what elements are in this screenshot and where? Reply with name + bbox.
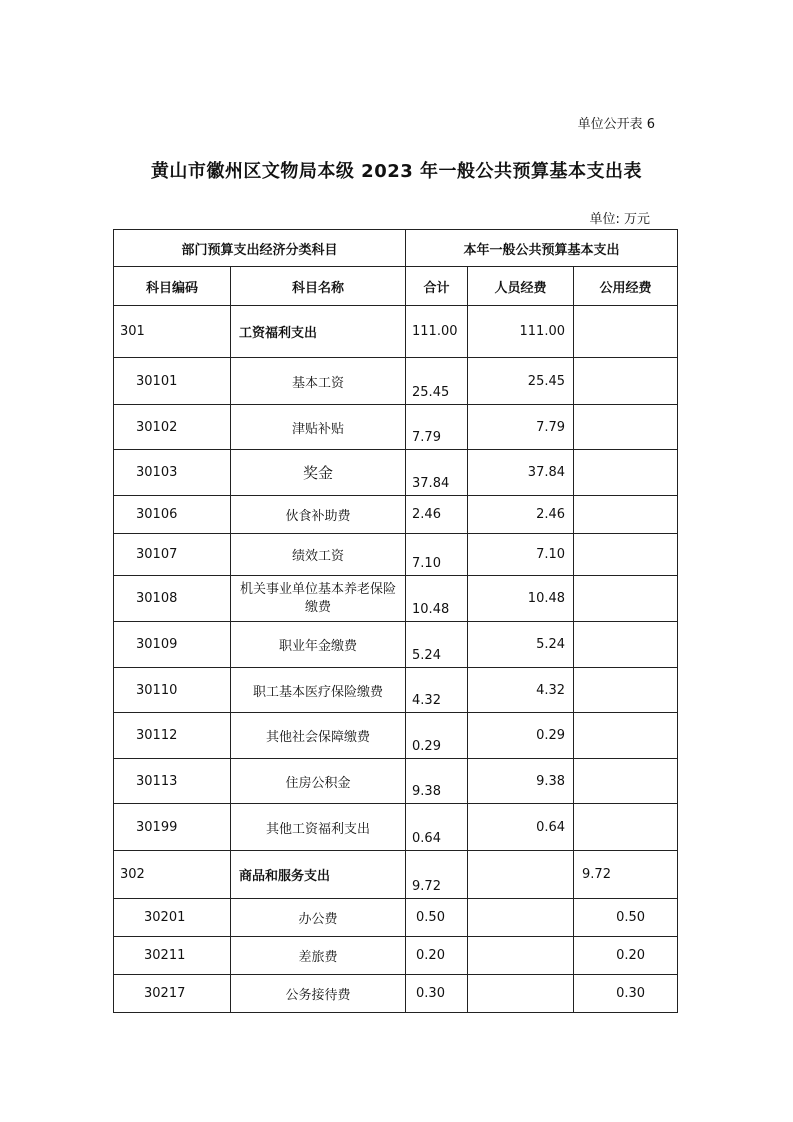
row-personnel: 2.46 [468, 496, 574, 534]
row-total: 7.10 [406, 534, 468, 576]
row-public [574, 496, 678, 534]
row-name: 商品和服务支出 [231, 851, 406, 899]
row-total: 0.30 [406, 975, 468, 1013]
row-name: 办公费 [231, 899, 406, 937]
row-code: 30110 [114, 668, 231, 713]
row-code: 30211 [114, 937, 231, 975]
row-name: 住房公积金 [231, 759, 406, 804]
row-code: 30107 [114, 534, 231, 576]
row-personnel [468, 851, 574, 899]
row-code: 30103 [114, 450, 231, 496]
table-row [114, 534, 678, 576]
row-personnel: 10.48 [468, 576, 574, 622]
row-name: 基本工资 [231, 358, 406, 405]
row-personnel: 5.24 [468, 622, 574, 668]
row-personnel [468, 937, 574, 975]
table-row [114, 496, 678, 534]
row-personnel: 9.38 [468, 759, 574, 804]
row-name: 津贴补贴 [231, 405, 406, 450]
page-title: 黄山市徽州区文物局本级 2023 年一般公共预算基本支出表 [150, 161, 643, 182]
row-personnel: 25.45 [468, 358, 574, 405]
table-row [114, 450, 678, 496]
header-code: 科目编码 [114, 267, 231, 306]
row-personnel: 7.79 [468, 405, 574, 450]
row-total: 10.48 [406, 576, 468, 622]
table-row [114, 576, 678, 622]
header-row-group [114, 230, 678, 267]
row-public [574, 759, 678, 804]
row-personnel: 111.00 [468, 306, 574, 358]
row-code: 30106 [114, 496, 231, 534]
row-public [574, 405, 678, 450]
row-code: 30102 [114, 405, 231, 450]
row-name: 伙食补助费 [231, 496, 406, 534]
row-total: 0.29 [406, 713, 468, 759]
row-total: 2.46 [406, 496, 468, 534]
unit-label: 单位: 万元 [589, 212, 650, 227]
row-total: 4.32 [406, 668, 468, 713]
row-code: 301 [114, 306, 231, 358]
row-total: 0.64 [406, 804, 468, 851]
header-row-columns [114, 267, 678, 306]
row-public [574, 576, 678, 622]
row-public [574, 713, 678, 759]
row-personnel [468, 899, 574, 937]
header-total: 合计 [406, 267, 468, 306]
row-name: 职业年金缴费 [231, 622, 406, 668]
row-public: 9.72 [574, 851, 678, 899]
row-code: 30109 [114, 622, 231, 668]
header-personnel: 人员经费 [468, 267, 574, 306]
header-name: 科目名称 [231, 267, 406, 306]
row-code: 30113 [114, 759, 231, 804]
row-name: 差旅费 [231, 937, 406, 975]
row-total: 0.50 [406, 899, 468, 937]
row-personnel: 7.10 [468, 534, 574, 576]
row-total: 111.00 [406, 306, 468, 358]
row-personnel: 4.32 [468, 668, 574, 713]
table-row [114, 668, 678, 713]
table-row [114, 975, 678, 1013]
row-public [574, 668, 678, 713]
row-name: 工资福利支出 [231, 306, 406, 358]
row-total: 9.38 [406, 759, 468, 804]
row-name: 机关事业单位基本养老保险缴费 [231, 576, 406, 622]
row-personnel: 0.64 [468, 804, 574, 851]
row-public [574, 450, 678, 496]
table-row [114, 358, 678, 405]
row-total: 5.24 [406, 622, 468, 668]
table-row [114, 759, 678, 804]
row-name: 公务接待费 [231, 975, 406, 1013]
header-expenditure-group: 本年一般公共预算基本支出 [406, 230, 678, 267]
row-code: 30201 [114, 899, 231, 937]
row-total: 25.45 [406, 358, 468, 405]
header-category-group: 部门预算支出经济分类科目 [114, 230, 406, 267]
row-code: 30112 [114, 713, 231, 759]
row-total: 9.72 [406, 851, 468, 899]
row-total: 7.79 [406, 405, 468, 450]
row-public [574, 358, 678, 405]
row-public: 0.50 [574, 899, 678, 937]
table-row [114, 405, 678, 450]
row-public [574, 804, 678, 851]
row-total: 0.20 [406, 937, 468, 975]
row-public [574, 622, 678, 668]
row-total: 37.84 [406, 450, 468, 496]
row-code: 30217 [114, 975, 231, 1013]
row-public [574, 306, 678, 358]
table-row [114, 713, 678, 759]
row-name: 其他社会保障缴费 [231, 713, 406, 759]
row-personnel: 37.84 [468, 450, 574, 496]
row-public: 0.30 [574, 975, 678, 1013]
table-row [114, 851, 678, 899]
row-public: 0.20 [574, 937, 678, 975]
table-row [114, 306, 678, 358]
row-personnel [468, 975, 574, 1013]
row-public [574, 534, 678, 576]
row-code: 30199 [114, 804, 231, 851]
row-name: 其他工资福利支出 [231, 804, 406, 851]
budget-table [113, 229, 678, 1013]
table-row [114, 899, 678, 937]
row-name: 绩效工资 [231, 534, 406, 576]
form-number: 单位公开表 6 [577, 117, 655, 132]
row-code: 302 [114, 851, 231, 899]
row-code: 30101 [114, 358, 231, 405]
row-code: 30108 [114, 576, 231, 622]
table-row [114, 937, 678, 975]
table-row [114, 622, 678, 668]
row-name: 奖金 [231, 450, 406, 496]
row-name: 职工基本医疗保险缴费 [231, 668, 406, 713]
table-row [114, 804, 678, 851]
header-public: 公用经费 [574, 267, 678, 306]
row-personnel: 0.29 [468, 713, 574, 759]
